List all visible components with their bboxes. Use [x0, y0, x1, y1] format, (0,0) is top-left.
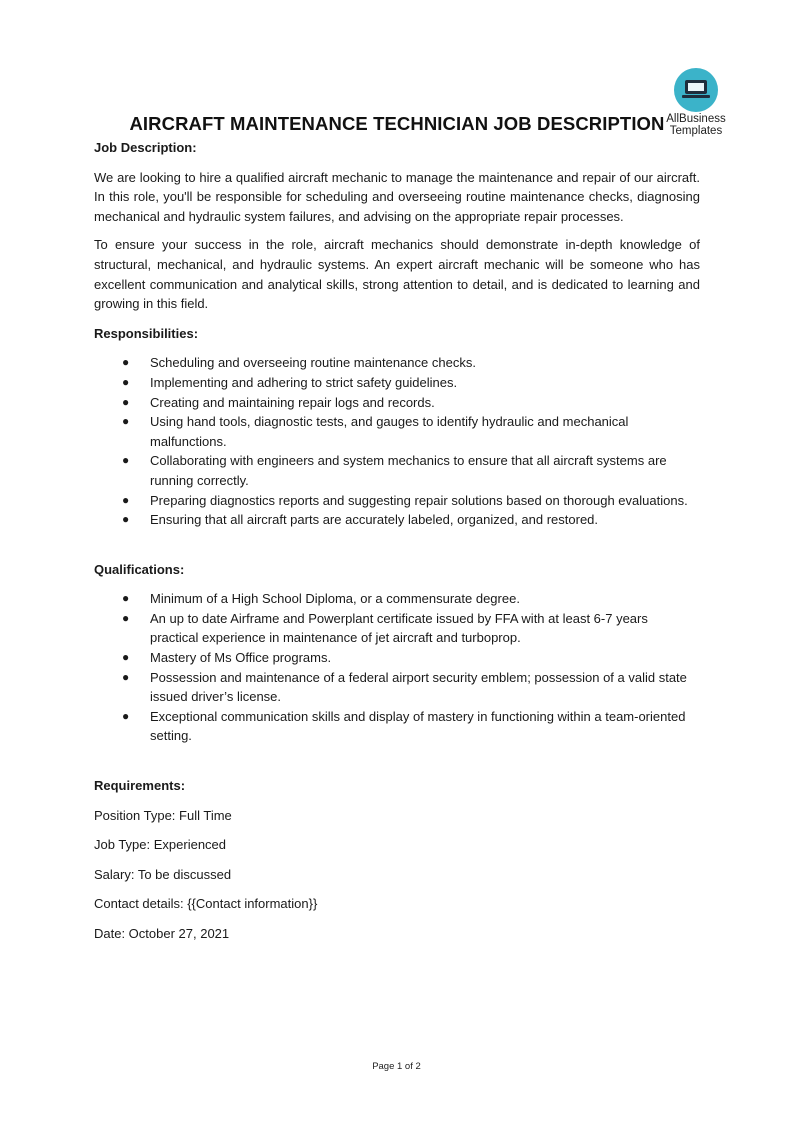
list-item-text: Possession and maintenance of a federal airport security emblem; possession of a valid state issued driver’s license.	[150, 669, 687, 705]
list-item-text: Preparing diagnostics reports and suggesting repair solutions based on thorough evaluations.	[150, 492, 688, 508]
qualifications-list	[94, 589, 700, 746]
position-type-line: Position Type: Full Time	[94, 807, 232, 823]
list-item	[94, 707, 690, 746]
responsibilities-list	[94, 353, 700, 529]
list-item	[94, 412, 690, 451]
bullet-icon: ●	[122, 512, 130, 527]
date-line: Date: October 27, 2021	[94, 926, 230, 941]
bullet-icon: ●	[122, 650, 130, 665]
bullet-icon: ●	[122, 708, 130, 723]
laptop-icon	[674, 68, 718, 112]
bullet-icon: ●	[122, 610, 130, 625]
list-item-text: Creating and maintaining repair logs and records.	[150, 394, 435, 410]
salary-line: Salary: To be discussed	[94, 866, 232, 882]
contact-details-line: Contact details: {{Contact information}}	[94, 896, 318, 912]
document-title: AIRCRAFT MAINTENANCE TECHNICIAN JOB DESCRIPTION	[129, 113, 665, 134]
page-number: Page 1 of 2	[372, 1061, 421, 1072]
logo-text-line1: AllBusiness	[666, 113, 726, 125]
bullet-icon: ●	[122, 355, 130, 370]
list-item-text: Collaborating with engineers and system mechanics to ensure that all aircraft systems are running correctly.	[150, 453, 667, 488]
qualifications-heading: Qualifications:	[94, 561, 185, 577]
bullet-icon: ●	[122, 394, 130, 409]
list-item-text: Ensuring that all aircraft parts are accurately labeled, organized, and restored.	[150, 512, 599, 528]
list-item	[94, 393, 690, 413]
bullet-icon: ●	[122, 374, 130, 389]
list-item	[94, 353, 690, 373]
job-type-line: Job Type: Experienced	[94, 837, 227, 853]
responsibilities-heading: Responsibilities:	[94, 325, 199, 341]
list-item	[94, 510, 690, 530]
list-item-text: An up to date Airframe and Powerplant certificate issued by FFA with at least 6-7 years practical experience in maintenance of jet aircraft and turboprop.	[150, 610, 648, 646]
logo-text-line2: Templates	[669, 125, 723, 137]
bullet-icon: ●	[122, 492, 130, 507]
job-description-heading: Job Description:	[94, 140, 197, 155]
list-item	[94, 451, 690, 490]
list-item	[94, 491, 690, 511]
list-item	[94, 648, 690, 668]
list-item-text: Scheduling and overseeing routine maintenance checks.	[150, 355, 476, 371]
list-item-text: Mastery of Ms Office programs.	[150, 650, 332, 666]
list-item-text: Using hand tools, diagnostic tests, and gauges to identify hydraulic and mechanical malfunctions.	[150, 414, 629, 449]
document-body	[94, 138, 700, 944]
job-description-paragraph-2: To ensure your success in the role, aircraft mechanics should demonstrate in-depth knowledge of structural, mechanical, and hydraulic systems. An expert aircraft mechanic will be someone who has excellent communication and analytical skills, strong attention to detail, and is dedicated to learning and growing in this field.	[94, 237, 700, 312]
bullet-icon: ●	[122, 414, 130, 429]
list-item	[94, 609, 690, 648]
list-item-text: Implementing and adhering to strict safety guidelines.	[150, 374, 458, 390]
job-description-paragraph-1: We are looking to hire a qualified aircraft mechanic to manage the maintenance and repair of our aircraft. In this role, you'll be responsible for scheduling and overseeing routine maintenance checks, diagnosing mechanical and hydraulic system failures, and advising on the appropriate repair processes.	[94, 169, 700, 224]
list-item	[94, 668, 690, 707]
bullet-icon: ●	[122, 591, 130, 606]
list-item	[94, 373, 690, 393]
list-item-text: Exceptional communication skills and display of mastery in functioning within a team-oriented setting.	[150, 708, 686, 744]
list-item-text: Minimum of a High School Diploma, or a commensurate degree.	[150, 591, 520, 607]
requirements-heading: Requirements:	[94, 778, 186, 794]
bullet-icon: ●	[122, 453, 130, 468]
list-item	[94, 589, 690, 609]
bullet-icon: ●	[122, 669, 130, 684]
